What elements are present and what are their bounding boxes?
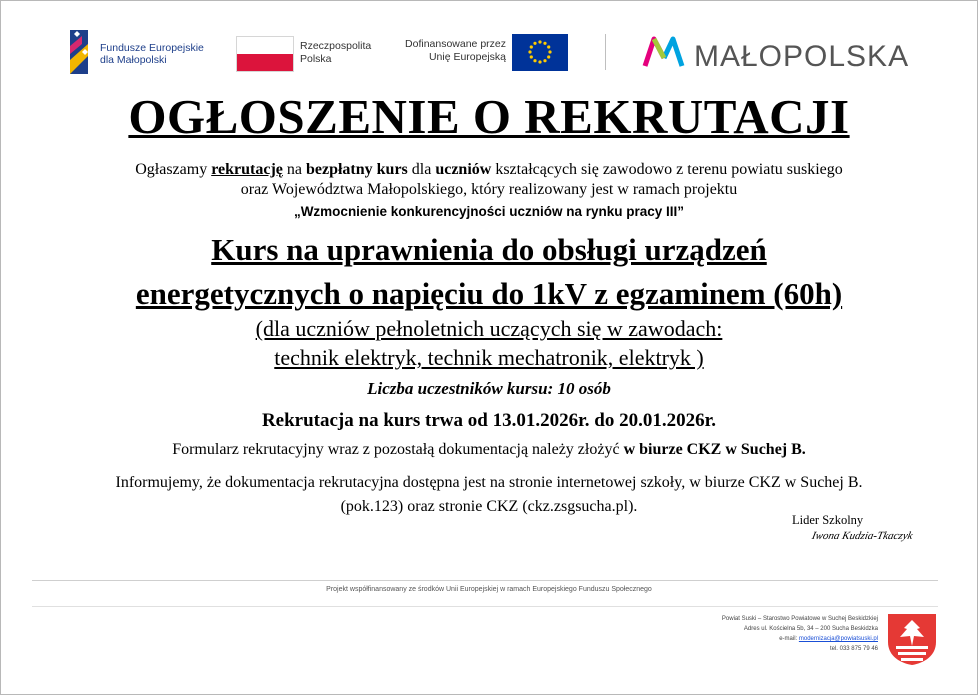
eu-logo-text xyxy=(396,38,506,64)
malopolska-m-icon xyxy=(642,36,686,68)
course-title-line1: Kurs na uprawnienia do obsługi urządzeń xyxy=(211,232,767,267)
cofinancing-footnote: Projekt współfinansowany ze środków Unii Europejskiej w ramach Europejskiego Funduszu Społecznego xyxy=(326,586,652,593)
pl-logo-text xyxy=(300,40,371,66)
eu-line2: Unię Europejską xyxy=(428,51,506,63)
course-title xyxy=(0,228,978,316)
pl-line1: Rzeczpospolita xyxy=(300,40,372,52)
intro-line2: oraz Województwa Małopolskiego, który realizowany jest w ramach projektu xyxy=(240,181,738,198)
footer-divider xyxy=(32,580,938,581)
form-text: Formularz rekrutacyjny wraz z pozostałą dokumentacją należy złożyć xyxy=(172,441,624,458)
intro-recruitment: rekrutację xyxy=(211,161,283,178)
logo-separator xyxy=(605,34,606,70)
leader-label: Lider Szkolny xyxy=(792,513,864,527)
intro-text-1: Ogłaszamy xyxy=(135,161,212,178)
footer-divider-2 xyxy=(32,606,938,607)
intro-free-course: bezpłatny kurs xyxy=(305,161,408,178)
intro-text-5: dla xyxy=(407,161,436,178)
intro-text-7: kształcących się zawodowo z terenu powiatu suskiego xyxy=(491,161,843,178)
contact-phone: tel. 033 875 79 46 xyxy=(829,646,878,652)
logo-bar xyxy=(0,22,978,82)
form-location: w biurze CKZ w Suchej B. xyxy=(623,441,806,458)
fe-line2: dla Małopolski xyxy=(100,54,167,66)
contact-email-link[interactable]: modernizacja@powiatsuski.pl xyxy=(798,636,878,642)
fe-line1: Fundusze Europejskie xyxy=(100,42,204,54)
eu-line1: Dofinansowane przez xyxy=(405,38,506,50)
intro-paragraph xyxy=(0,160,978,200)
course-subtitle-line2: technik elektryk, technik mechatronik, elektryk ) xyxy=(274,345,704,370)
course-subtitle xyxy=(0,314,978,372)
polish-flag-icon xyxy=(236,36,294,72)
recruitment-dates: Rekrutacja na kurs trwa od 13.01.2026r. do 20.01.2026r. xyxy=(261,410,717,431)
eu-flag-icon xyxy=(512,34,568,71)
contact-line2: Adres ul. Kościelna 5b, 34 – 200 Sucha Beskidzka xyxy=(743,626,878,632)
signature: Iwona Kudzia-Tkaczyk xyxy=(810,530,914,542)
intro-line1 xyxy=(0,160,978,180)
project-name: „Wzmocnienie konkurencyjności uczniów na rynku pracy III” xyxy=(293,204,685,219)
course-title-line2: energetycznych o napięciu do 1kV z egzaminem (60h) xyxy=(135,276,843,311)
info-line2: (pok.123) oraz stronie CKZ (ckz.zsgsucha.pl). xyxy=(340,498,638,515)
course-subtitle-line1: (dla uczniów pełnoletnich uczących się w zawodach: xyxy=(255,316,723,341)
intro-text-3: na xyxy=(282,161,306,178)
form-instructions xyxy=(0,441,978,459)
contact-line1: Powiat Suski – Starostwo Powiatowe w Suchej Beskidzkiej xyxy=(721,616,878,622)
info-paragraph xyxy=(0,471,978,519)
county-crest-icon xyxy=(886,612,938,666)
info-line1: Informujemy, że dokumentacja rekrutacyjna dostępna jest na stronie internetowej szkoły, w biurze CKZ w Suchej B. xyxy=(115,474,863,491)
fe-logo-text xyxy=(100,42,204,66)
malopolska-wordmark: MAŁOPOLSKA xyxy=(694,40,910,73)
intro-students: uczniów xyxy=(435,161,492,178)
contact-block xyxy=(722,614,878,654)
contact-email-line xyxy=(722,634,878,644)
contact-email-label: e-mail: xyxy=(779,636,799,642)
fe-mark-icon xyxy=(68,30,94,76)
page-title: OGŁOSZENIE O REKRUTACJI xyxy=(128,89,850,144)
pl-line2: Polska xyxy=(300,53,332,65)
participants-count: Liczba uczestników kursu: 10 osób xyxy=(367,379,611,398)
